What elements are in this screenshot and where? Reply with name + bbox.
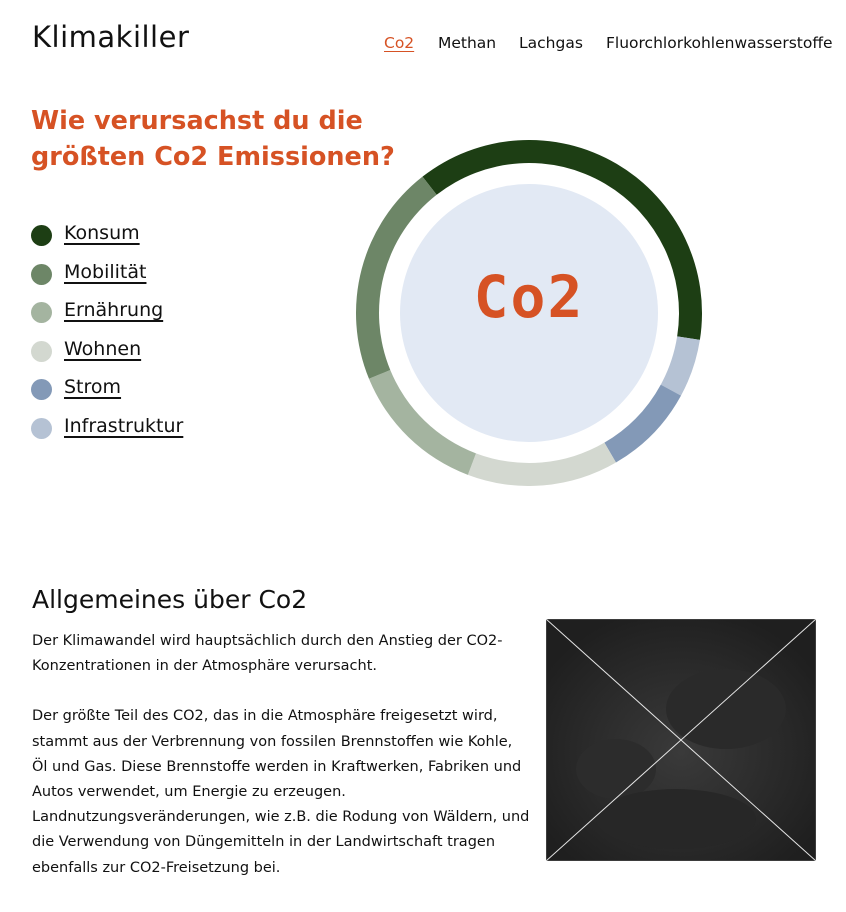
legend-link-ernaehrung[interactable]: Ernährung [64,299,164,322]
co2-donut-chart [356,140,702,486]
hero-headline: Wie verursachst du die größten Co2 Emissionen? [31,106,395,172]
donut-center-disc [400,184,658,442]
legend-dot-strom [31,379,52,400]
nav-link-fluorchlorkohlenwasserstoffe[interactable]: Fluorchlorkohlenwasserstoffe [606,34,833,52]
info-body [32,629,532,906]
legend-link-konsum[interactable]: Konsum [64,222,140,244]
info-paragraph-1: Der Klimawandel wird hauptsächlich durch den Anstieg der CO2-Konzentrationen in der Atmosphäre verursacht. [32,633,503,675]
legend-dot-konsum [31,225,52,246]
info-paragraph-2: Der größte Teil des CO2, das in die Atmosphäre freigesetzt wird, stammt aus der Verbrennung von fossilen Brennstoffen wie Kohle, Öl und Gas. Diese Brennstoffe werden in Kraftwerken, Fabriken und Autos verwendet, um Energie zu erzeugen. Landnutzungsveränderungen, wie z.B. die Rodung von Wäldern, und die Verwendung von Düngemitteln in der Landwirtschaft tragen ebenfalls zur CO2-Freisetzung bei. [32,708,530,876]
donut-center-label: Co2 [473,263,585,331]
donut-slice-wohnen[interactable] [468,443,616,486]
info-section-title: Allgemeines über Co2 [32,585,308,614]
legend-dot-wohnen [31,341,52,362]
main-nav [384,34,833,56]
legend-dot-ernaehrung [31,302,52,323]
image-placeholder-graphic [546,619,816,861]
legend-dot-infrastruktur [31,418,52,439]
legend-link-wohnen[interactable]: Wohnen [64,337,142,360]
legend-dot-mobilitaet [31,264,52,285]
site-logo[interactable]: Klimakiller [32,20,190,54]
smokestack-image-placeholder [546,619,816,861]
nav-link-methan[interactable]: Methan [438,34,497,52]
donut-slice-infrastruktur[interactable] [661,336,700,395]
nav-link-co2[interactable]: Co2 [384,34,415,52]
nav-link-lachgas[interactable]: Lachgas [519,34,583,52]
legend-link-mobilitaet[interactable]: Mobilität [64,260,147,283]
legend-link-strom[interactable]: Strom [64,376,122,399]
legend-link-infrastruktur[interactable]: Infrastruktur [64,414,184,437]
